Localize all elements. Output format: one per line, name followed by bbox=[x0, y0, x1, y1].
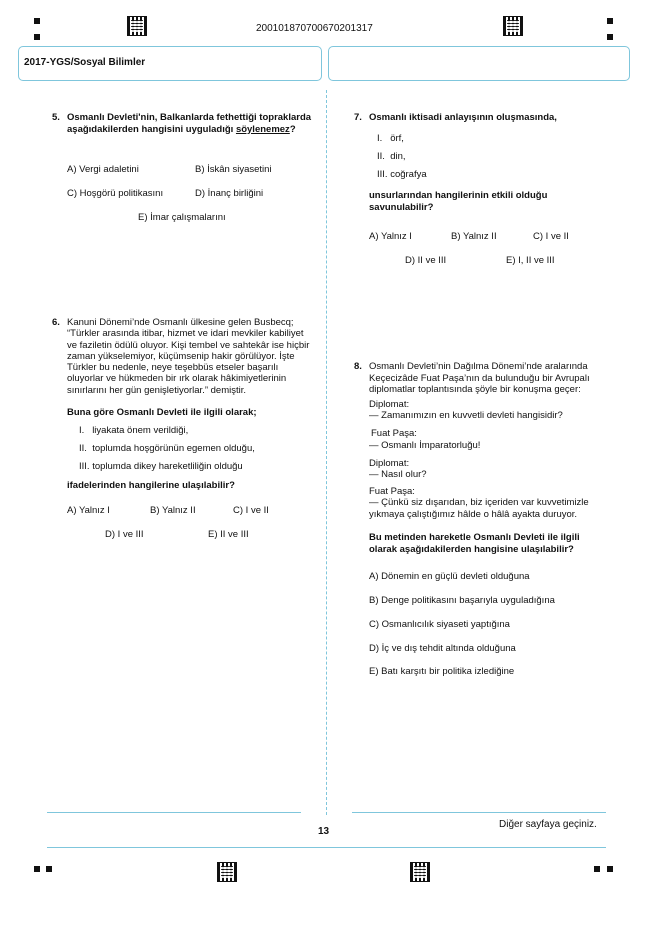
registration-mark-bottom-left-1 bbox=[34, 866, 40, 872]
q6-option-c[interactable]: C) I ve II bbox=[233, 505, 269, 516]
q6-option-b[interactable]: B) Yalnız II bbox=[150, 505, 196, 516]
q8-dialogue-line-4: — Çünkü siz dışarıdan, biz içeriden var kuvvetimizle yıkmaya çalıştığımız hâlde o hâlâ ayakta duruyor. bbox=[369, 497, 589, 520]
q6-option-e[interactable]: E) II ve III bbox=[208, 529, 249, 540]
q8-question: Bu metinden hareketle Osmanlı Devleti ile ilgili olarak aşağıdakilerden hangisine ulaşılabilir? bbox=[369, 532, 580, 555]
footer-line-right bbox=[352, 812, 606, 813]
q8-option-e[interactable]: E) Batı karşıtı bir politika izlediğine bbox=[369, 666, 515, 677]
q6-item-3: III. toplumda dikey hareketliliğin olduğu bbox=[79, 461, 243, 472]
q5-option-d[interactable]: D) İnanç birliğini bbox=[195, 188, 264, 199]
next-page-note: Diğer sayfaya geçiniz. bbox=[499, 819, 597, 830]
header-box-right bbox=[328, 46, 630, 81]
q8-number: 8. bbox=[354, 361, 362, 372]
q8-dialogue-speaker-4: Fuat Paşa: bbox=[369, 486, 415, 497]
q6-item-1: I. liyakata önem verildiği, bbox=[79, 425, 189, 436]
q7-item-1: I. örf, bbox=[377, 133, 404, 144]
q8-dialogue-line-2: — Osmanlı İmparatorluğu! bbox=[369, 440, 481, 451]
registration-mark-top-left-2 bbox=[34, 34, 40, 40]
section-title: 2017-YGS/Sosyal Bilimler bbox=[24, 57, 146, 68]
q8-option-d[interactable]: D) İç ve dış tehdit altında olduğuna bbox=[369, 643, 516, 654]
qr-code-icon bbox=[504, 17, 522, 35]
q8-option-c[interactable]: C) Osmanlıcılık siyaseti yaptığına bbox=[369, 619, 510, 630]
q5-option-b[interactable]: B) İskân siyasetini bbox=[195, 164, 272, 175]
q7-item-2: II. din, bbox=[377, 151, 406, 162]
q7-question: unsurlarından hangilerinin etkili olduğu savunulabilir? bbox=[369, 190, 548, 213]
q8-option-a[interactable]: A) Dönemin en güçlü devleti olduğuna bbox=[369, 571, 530, 582]
registration-mark-top-right-1 bbox=[607, 18, 613, 24]
q5-stem-end: ? bbox=[289, 123, 296, 135]
q6-question: ifadelerinden hangilerine ulaşılabilir? bbox=[67, 480, 235, 491]
registration-mark-top-right-2 bbox=[607, 34, 613, 40]
q5-option-c[interactable]: C) Hoşgörü politikasını bbox=[67, 188, 164, 199]
q8-dialogue-speaker-1: Diplomat: bbox=[369, 399, 410, 410]
q5-stem-underlined: söylenemez bbox=[235, 123, 290, 135]
q8-dialogue-line-1: — Zamanımızın en kuvvetli devleti hangisidir? bbox=[369, 410, 563, 421]
q6-option-a[interactable]: A) Yalnız I bbox=[67, 505, 110, 516]
q8-dialogue-speaker-3: Diplomat: bbox=[369, 458, 410, 469]
q7-option-c[interactable]: C) I ve II bbox=[533, 231, 569, 242]
page-number: 13 bbox=[318, 826, 330, 837]
q5-stem bbox=[67, 112, 312, 135]
footer-line-left bbox=[47, 812, 301, 813]
barcode-number: 200101870700670201317 bbox=[256, 23, 373, 34]
q5-stem-text: Osmanlı Devleti'nin, Balkanlarda fethettiği topraklarda aşağıdakilerden hangisini uyguladığı bbox=[67, 112, 312, 135]
q6-option-d[interactable]: D) I ve III bbox=[105, 529, 144, 540]
q6-item-2: II. toplumda hoşgörünün egemen olduğu, bbox=[79, 443, 255, 454]
q8-dialogue-speaker-2: Fuat Paşa: bbox=[371, 428, 417, 439]
registration-mark-bottom-right-1 bbox=[594, 866, 600, 872]
column-divider bbox=[326, 90, 327, 815]
qr-code-icon bbox=[411, 863, 429, 881]
qr-code-icon bbox=[218, 863, 236, 881]
footer-line-bottom bbox=[47, 847, 606, 848]
q8-option-b[interactable]: B) Denge politikasını başarıyla uyguladığına bbox=[369, 595, 555, 606]
q5-option-a[interactable]: A) Vergi adaletini bbox=[67, 164, 139, 175]
q6-passage: Kanuni Dönemi’nde Osmanlı ülkesine gelen Busbecq; “Türkler arasında itibar, hizmet ve idari mevkiler kabiliyet ve faziletin ödülü oluyor. Kişi tembel ve sahtekâr ise hiçbir zaman yükselemiyor, küçümsenip hakir görülüyor. İşte Türkler bu nedenle, neye teşebbüs etseler başarılı oluyorlar ve hükmeden bir ırk olarak hâkimiyetlerinin sınırlarını her gün genişletiyorlar.” demiştir. bbox=[67, 317, 310, 396]
registration-mark-top-left-1 bbox=[34, 18, 40, 24]
q5-number: 5. bbox=[52, 112, 60, 123]
q5-option-e[interactable]: E) İmar çalışmalarını bbox=[138, 212, 226, 223]
qr-code-icon bbox=[128, 17, 146, 35]
registration-mark-bottom-left-2 bbox=[46, 866, 52, 872]
q8-dialogue-line-3: — Nasıl olur? bbox=[369, 469, 427, 480]
q6-number: 6. bbox=[52, 317, 60, 328]
q8-intro: Osmanlı Devleti’nin Dağılma Dönemi’nde aralarında Keçecizâde Fuat Paşa’nın da bulunduğu bir Avrupalı diplomatlar toplantısında şöyle bir konuşma geçer: bbox=[369, 361, 590, 396]
q7-option-e[interactable]: E) I, II ve III bbox=[506, 255, 555, 266]
q6-lead: Buna göre Osmanlı Devleti ile ilgili olarak; bbox=[67, 407, 257, 418]
q7-option-a[interactable]: A) Yalnız I bbox=[369, 231, 412, 242]
q7-option-d[interactable]: D) II ve III bbox=[405, 255, 447, 266]
registration-mark-bottom-right-2 bbox=[607, 866, 613, 872]
q7-option-b[interactable]: B) Yalnız II bbox=[451, 231, 497, 242]
q7-stem: Osmanlı iktisadi anlayışının oluşmasında, bbox=[369, 112, 557, 123]
q7-number: 7. bbox=[354, 112, 362, 123]
q7-item-3: III. coğrafya bbox=[377, 169, 427, 180]
